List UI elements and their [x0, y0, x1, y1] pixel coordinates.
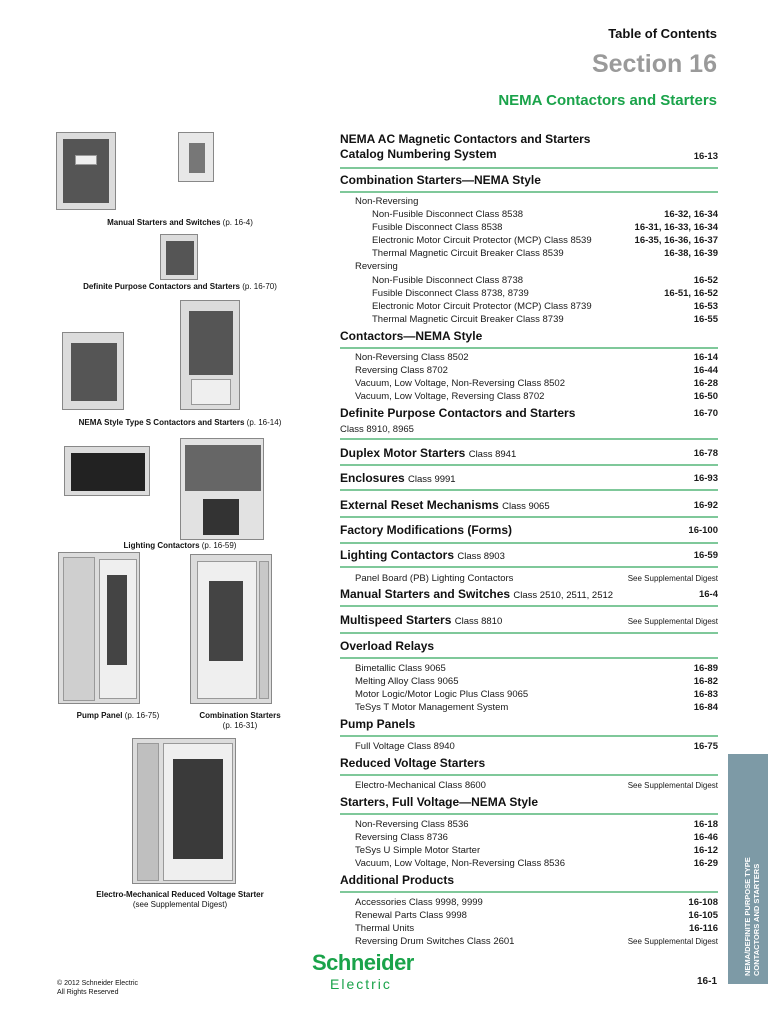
- caption-combination: Combination Starters (p. 16-31): [199, 711, 281, 730]
- combination-starter-photo: [190, 554, 272, 704]
- copyright: © 2012 Schneider Electric All Rights Reserved: [57, 980, 139, 996]
- toc-heading-catalog[interactable]: NEMA AC Magnetic Contactors and Starters Catalog Numbering System: [340, 132, 591, 161]
- page-number: 16-1: [696, 976, 717, 987]
- pump-panel-photo: [58, 552, 140, 704]
- lighting-contactor-photo-1: [64, 446, 150, 496]
- section-tab[interactable]: [708, 754, 768, 984]
- section-rule: [340, 438, 718, 440]
- section-rule: [340, 632, 718, 634]
- toc-page: 16-100: [688, 525, 718, 536]
- section-rule: [340, 813, 718, 815]
- caption-pump: Pump Panel (p. 16-75): [76, 711, 160, 720]
- toc-page: 16-4: [698, 589, 718, 600]
- section-rule: [340, 347, 718, 349]
- toc-heading-multispeed[interactable]: Multispeed Starters Class 8810: [340, 613, 503, 627]
- toc-heading-overload[interactable]: Overload Relays: [340, 639, 435, 653]
- definite-purpose-photo: [160, 234, 198, 280]
- toc-heading-combination[interactable]: Combination Starters—NEMA Style: [340, 173, 541, 187]
- toc-page: 16-70: [693, 408, 718, 419]
- section-tab-label: NEMA/DEFINITE PURPOSE TYPE CONTACTORS AND STARTERS: [743, 857, 761, 976]
- section-rule: [340, 566, 718, 568]
- toc-page: 16-92: [693, 500, 718, 511]
- section-tab-number: 16: [708, 953, 730, 976]
- reduced-voltage-starter-photo: [132, 738, 236, 884]
- section-rule: [340, 516, 718, 518]
- section-rule: [340, 657, 718, 659]
- section-title: NEMA Contactors and Starters: [498, 92, 717, 109]
- toc-page: See Supplemental Digest: [627, 617, 718, 626]
- section-rule: [340, 191, 718, 193]
- caption-types: NEMA Style Type S Contactors and Starters (p. 16-14): [78, 418, 282, 427]
- manual-starter-photo: [56, 132, 116, 210]
- toc-page: 16-78: [693, 448, 718, 459]
- section-rule: [340, 735, 718, 737]
- toc-heading-duplex[interactable]: Duplex Motor Starters Class 8941: [340, 446, 517, 460]
- section-rule: [340, 891, 718, 893]
- toc-heading-additional[interactable]: Additional Products: [340, 873, 454, 887]
- section-rule: [340, 489, 718, 491]
- toc-page: 16-13: [693, 151, 718, 162]
- caption-electro: Electro-Mechanical Reduced Voltage Starter (see Supplemental Digest): [96, 890, 264, 909]
- toc-heading-lighting[interactable]: Lighting Contactors Class 8903: [340, 548, 505, 562]
- toc-heading-manual[interactable]: Manual Starters and Switches Class 2510, 2511, 2512: [340, 587, 614, 601]
- toc-heading-external[interactable]: External Reset Mechanisms Class 9065: [340, 498, 550, 512]
- type-s-starter-photo: [180, 300, 240, 410]
- toc-page: 16-93: [693, 473, 718, 484]
- caption-manual: Manual Starters and Switches (p. 16-4): [107, 218, 253, 227]
- manual-switch-photo: [178, 132, 214, 182]
- toc-heading-enclosures[interactable]: Enclosures Class 9991: [340, 471, 456, 485]
- toc-heading-reduced[interactable]: Reduced Voltage Starters: [340, 756, 486, 770]
- caption-definite: Definite Purpose Contactors and Starters (p. 16-70): [83, 282, 277, 291]
- toc-label: Table of Contents: [608, 26, 717, 41]
- toc-heading-definite[interactable]: Definite Purpose Contactors and Starters: [340, 406, 576, 420]
- toc-heading-pump[interactable]: Pump Panels: [340, 717, 416, 731]
- toc-page: 16-59: [693, 550, 718, 561]
- lighting-contactor-photo-2: [180, 438, 264, 540]
- section-rule: [340, 605, 718, 607]
- toc-heading-factory[interactable]: Factory Modifications (Forms): [340, 523, 513, 537]
- schneider-logo: Schneider Electric: [312, 950, 414, 992]
- toc-heading-full-voltage[interactable]: Starters, Full Voltage—NEMA Style: [340, 795, 539, 809]
- section-number: Section 16: [591, 50, 717, 78]
- section-rule: [340, 774, 718, 776]
- toc-heading-contactors[interactable]: Contactors—NEMA Style: [340, 329, 483, 343]
- type-s-contactor-photo: [62, 332, 124, 410]
- section-rule: [340, 167, 718, 169]
- section-rule: [340, 464, 718, 466]
- section-rule: [340, 542, 718, 544]
- caption-lighting: Lighting Contactors (p. 16-59): [123, 541, 237, 550]
